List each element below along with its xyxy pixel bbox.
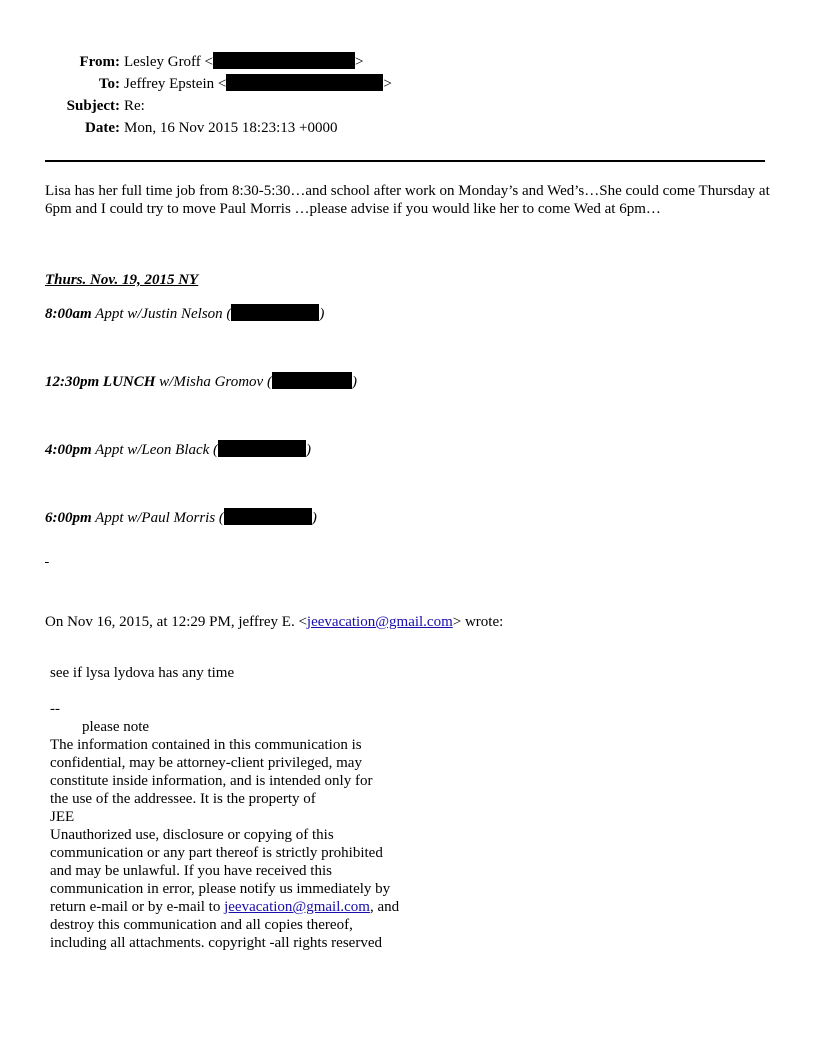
signature-block xyxy=(50,700,450,952)
schedule-heading: Thurs. Nov. 19, 2015 NY xyxy=(45,272,199,288)
from-name: Lesley Groff < xyxy=(124,54,213,70)
schedule-text: w/Misha Gromov ( xyxy=(155,374,272,390)
header-subject xyxy=(0,96,816,116)
date-value: Mon, 16 Nov 2015 18:23:13 +0000 xyxy=(124,120,338,136)
sig-line: destroy this communication and all copies thereof, xyxy=(50,917,353,933)
quote-intro xyxy=(45,612,503,632)
sig-line: constitute inside information, and is intended only for xyxy=(50,773,373,789)
redaction-box xyxy=(213,52,355,69)
schedule-item xyxy=(45,440,311,460)
schedule-time: 6:00pm xyxy=(45,510,92,526)
redaction-box xyxy=(224,508,312,525)
sig-line: The information contained in this communication is xyxy=(50,737,362,753)
to-value xyxy=(124,74,392,94)
redaction-box xyxy=(218,440,306,457)
to-name: Jeffrey Epstein < xyxy=(124,76,227,92)
from-tail: > xyxy=(355,54,364,70)
body-paragraph: Lisa has her full time job from 8:30-5:30…and school after work on Monday’s and Wed’s…She could come Thursday at 6pm and I could try to move Paul Morris …please advise if you would like her to come Wed at 6pm… xyxy=(45,183,770,217)
schedule-item xyxy=(45,304,324,324)
subject-value: Re: xyxy=(124,98,145,114)
sig-line: communication in error, please notify us immediately by xyxy=(50,881,391,897)
redaction-box xyxy=(231,304,319,321)
quote-intro-prefix: On Nov 16, 2015, at 12:29 PM, jeffrey E. < xyxy=(45,614,307,630)
from-label: From: xyxy=(79,54,120,70)
to-tail: > xyxy=(383,76,392,92)
redaction-box xyxy=(272,372,352,389)
to-label: To: xyxy=(98,76,120,92)
sig-line: please note xyxy=(82,719,150,735)
quoted-message: see if lysa lydova has any time xyxy=(50,665,235,681)
header-to xyxy=(0,74,816,94)
subject-label: Subject: xyxy=(66,98,120,114)
schedule-item xyxy=(45,508,317,528)
sig-line: Unauthorized use, disclosure or copying of this xyxy=(50,827,334,843)
schedule-text: Appt w/Justin Nelson ( xyxy=(91,306,232,322)
sig-line: JEE xyxy=(50,809,75,825)
sig-line: confidential, may be attorney-client privileged, may xyxy=(50,755,362,771)
schedule-text: Appt w/Paul Morris ( xyxy=(91,510,224,526)
sig-line: and may be unlawful. If you have received this xyxy=(50,863,332,879)
sig-line: including all attachments. copyright -all rights reserved xyxy=(50,935,382,951)
redaction-box xyxy=(226,74,383,91)
sig-email-line xyxy=(50,898,450,916)
header-divider xyxy=(45,160,765,162)
sig-dashes: -- xyxy=(50,701,60,717)
schedule-item xyxy=(45,372,357,392)
schedule-close: ) xyxy=(351,374,357,390)
signature-email-link[interactable]: jeevacation@gmail.com xyxy=(224,899,370,915)
schedule-time: 4:00pm xyxy=(45,442,92,458)
schedule-close: ) xyxy=(306,442,312,458)
date-label: Date: xyxy=(85,120,120,136)
schedule-time: 8:00am xyxy=(45,306,92,322)
stray-underscore xyxy=(45,548,49,566)
sig-line: communication or any part thereof is strictly prohibited xyxy=(50,845,383,861)
schedule-close: ) xyxy=(311,510,317,526)
from-value xyxy=(124,52,363,72)
header-from xyxy=(0,52,816,72)
header-date xyxy=(0,118,816,138)
schedule-text: Appt w/Leon Black ( xyxy=(91,442,219,458)
quote-intro-suffix: > wrote: xyxy=(452,614,504,630)
schedule-close: ) xyxy=(319,306,325,322)
sig-line: the use of the addressee. It is the property of xyxy=(50,791,316,807)
sig-email-prefix: return e-mail or by e-mail to xyxy=(50,899,225,915)
sender-email-link[interactable]: jeevacation@gmail.com xyxy=(306,614,453,630)
schedule-time: 12:30pm LUNCH xyxy=(45,374,156,390)
sig-email-suffix: , and xyxy=(369,899,400,915)
